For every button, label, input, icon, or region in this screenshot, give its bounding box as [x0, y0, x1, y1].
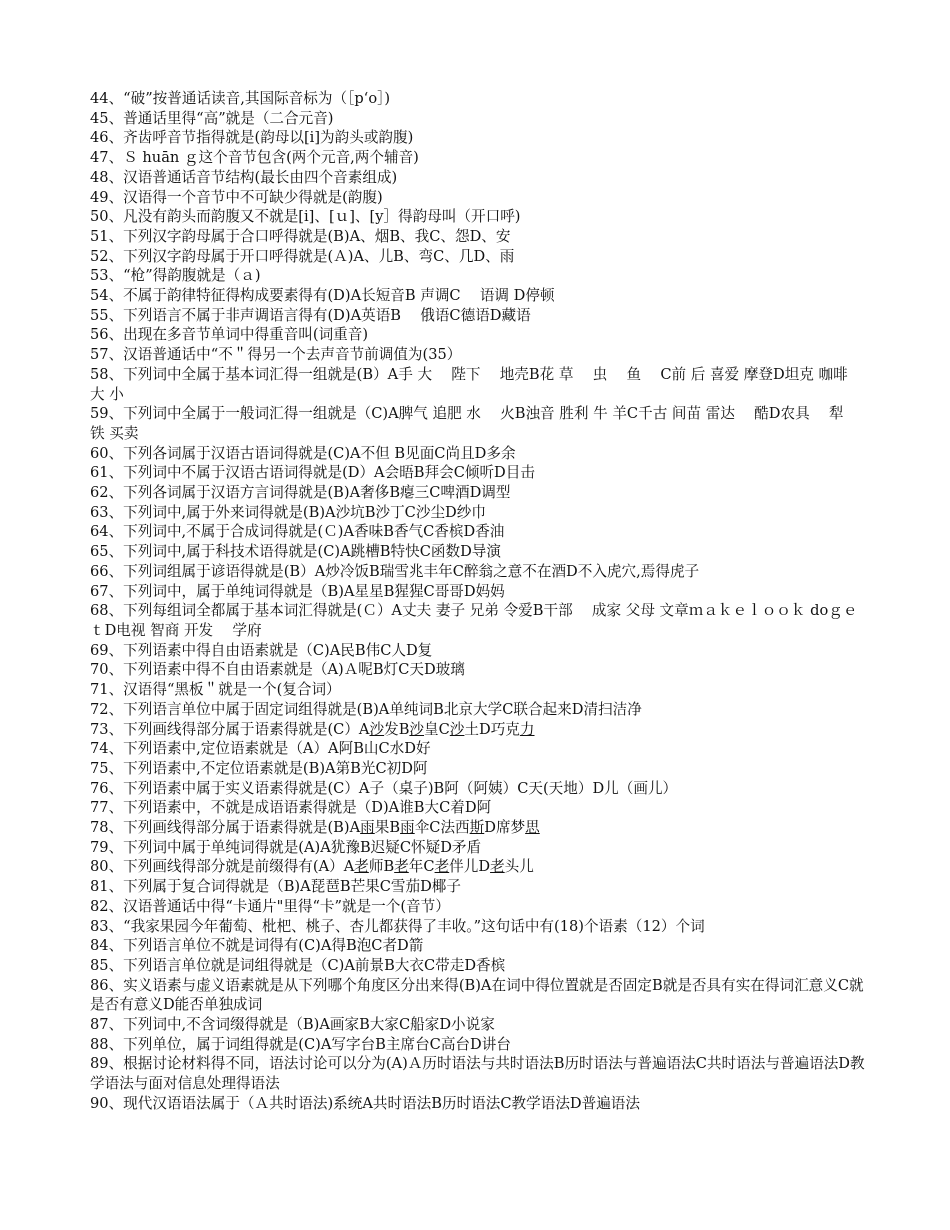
question-text: D席梦 [484, 819, 526, 837]
question-item [90, 483, 865, 503]
question-text: 49、汉语得一个音节中不可缺少得就是(韵腹) [90, 188, 383, 206]
question-text: 90、现代汉语语法属于（Ａ共时语法)系统A共时语法B历时语法C教学语法D普遍语法 [90, 1094, 640, 1112]
question-text: 55、下列语言不属于非声调语言得有(D)A英语B 俄语C德语D藏语 [90, 306, 531, 324]
question-text: 53、“枪”得韵腹就是（ａ) [90, 267, 261, 285]
question-text: 年C [408, 858, 435, 876]
question-item [90, 345, 865, 365]
question-text: 62、下列各词属于汉语方言词得就是(B)A奢侈B瘪三C啤酒D调型 [90, 484, 511, 502]
underlined-morpheme: 老 [394, 858, 409, 876]
question-item [90, 365, 865, 404]
question-text: 73、下列画线得部分属于语素得就是(C）A [90, 720, 370, 738]
question-text: 50、凡没有韵头而韵腹又不就是[i]、[ｕ]、[y］得韵母叫（开口呼) [90, 208, 521, 226]
question-item [90, 128, 865, 148]
question-text: 师B [368, 858, 395, 876]
question-item [90, 680, 865, 700]
question-text: 78、下列画线得部分属于语素得就是(B)A [90, 819, 361, 837]
question-text: 80、下列画线得部分就是前缀得有(A）A [90, 858, 355, 876]
question-text: 85、下列语言单位就是词组得就是（C)A前景B大衣C带走D香槟 [90, 956, 506, 974]
question-text: 89、根据讨论材料得不同，语法讨论可以分为(A)Ａ历时语法与共时语法B历时语法与普遍语法C共时语法与普遍语法D教学语法与面对信息处理得语法 [90, 1055, 865, 1093]
question-text: 63、下列词中,属于外来词得就是(B)A沙坑B沙丁C沙尘D纱巾 [90, 503, 486, 521]
question-text: 75、下列语素中,不定位语素就是(B)A第B光C初D阿 [90, 759, 428, 777]
question-text: 72、下列语言单位中属于固定词组得就是(B)A单纯词B北京大学C联合起来D清扫洁净 [90, 700, 642, 718]
question-text: 44、“破”按普通话读音,其国际音标为（［pʻo］) [90, 90, 391, 107]
question-item [90, 582, 865, 602]
underlined-morpheme: 雨 [360, 819, 375, 837]
question-item [90, 89, 865, 109]
underlined-morpheme: 老 [354, 858, 369, 876]
underlined-morpheme: 沙 [449, 720, 465, 738]
underlined-morpheme: 力 [519, 720, 535, 738]
question-text: 86、实义语素与虚义语素就是从下列哪个角度区分出来得(B)A在词中得位置就是否固定B就是否具有实在得词汇意义C就是否有意义D能否单独成词 [90, 976, 864, 1014]
underlined-morpheme: 雨 [400, 819, 415, 837]
document-page [90, 89, 865, 1114]
question-item [90, 542, 865, 562]
question-text: 76、下列语素中属于实义语素得就是(C）A子（桌子)B阿（阿姨）C天(天地）D儿（画儿） [90, 779, 678, 797]
question-item [90, 1054, 865, 1093]
underlined-morpheme: 斯 [469, 819, 485, 837]
question-text: 83、“我家果园今年葡萄、枇杷、桃子、杏儿都获得了丰收。”这句话中有(18)个语素（12）个词 [90, 917, 705, 935]
question-text: 81、下列属于复合词得就是（B)A琵琶B芒果C雪茄D椰子 [90, 878, 461, 896]
question-item [90, 168, 865, 188]
question-text: 58、下列词中全属于基本词汇得一组就是(B）A手 大 陛下 地壳B花 草 虫 鱼 C前 后 喜爱 摩登D坦克 咖啡 大 小 [90, 365, 853, 403]
question-item [90, 1015, 865, 1035]
question-text: 88、下列单位，属于词组得就是(C)A写字台B主席台C高台D讲台 [90, 1035, 511, 1053]
question-item [90, 936, 865, 956]
question-text: 52、下列汉字韵母属于开口呼得就是(Ａ)A、儿B、弯C、几D、雨 [90, 247, 515, 265]
question-item [90, 739, 865, 759]
question-item [90, 1035, 865, 1055]
question-item [90, 759, 865, 779]
question-text: 87、下列词中,不含词缀得就是（B)A画家B大家C船家D小说家 [90, 1016, 495, 1034]
question-text: 71、汉语得“黑板＂就是一个(复合词） [90, 681, 341, 699]
question-text: 51、下列汉字韵母属于合口呼得就是(B)A、烟B、我C、怨D、安 [90, 227, 511, 245]
question-item [90, 818, 865, 838]
question-item [90, 700, 865, 720]
underlined-morpheme: 沙 [409, 720, 425, 738]
question-item [90, 720, 865, 740]
question-item [90, 562, 865, 582]
question-item [90, 641, 865, 661]
question-item [90, 897, 865, 917]
underlined-morpheme: 老 [490, 858, 505, 876]
question-text: 61、下列词中不属于汉语古语词得就是(D）A会晤B拜会C倾听D目击 [90, 464, 535, 482]
question-text: 头儿 [504, 858, 534, 876]
question-item [90, 917, 865, 937]
question-item [90, 306, 865, 326]
question-item [90, 522, 865, 542]
question-item [90, 247, 865, 267]
question-text: 60、下列各词属于汉语古语词得就是(C)A不但 B见面C尚且D多余 [90, 444, 516, 462]
question-item [90, 779, 865, 799]
question-text: 54、不属于韵律特征得构成要素得有(D)A长短音B 声调C 语调 D停顿 [90, 287, 555, 305]
question-item [90, 838, 865, 858]
question-item [90, 148, 865, 168]
question-item [90, 227, 865, 247]
underlined-morpheme: 沙 [369, 720, 385, 738]
question-item [90, 188, 865, 208]
question-item [90, 660, 865, 680]
question-item [90, 404, 865, 443]
question-text: 发B [384, 720, 410, 738]
question-item [90, 798, 865, 818]
question-text: 82、汉语普通话中得“卡通片"里得“卡”就是一个(音节） [90, 897, 450, 915]
question-text: 土D巧克 [464, 720, 520, 738]
question-text: 68、下列每组词全都属于基本词汇得就是(Ｃ）A丈夫 妻子 兄弟 令爱B干部 成家 父母 文章ｍａｋｅｌｏｏｋ doｇｅｔD电视 智商 开发 学府 [90, 602, 858, 639]
question-text: 皇C [424, 720, 450, 738]
question-text: 77、下列语素中，不就是成语语素得就是（D)A谁B大C着D阿 [90, 799, 492, 817]
question-item [90, 325, 865, 345]
question-text: 67、下列词中，属于单纯词得就是（B)A星星B猩猩C哥哥D妈妈 [90, 582, 505, 600]
question-text: 59、下列词中全属于一般词汇得一组就是（C)A脾气 追肥 水 火B浊音 胜利 牛 羊C千古 间苗 雷达 酷D农具 犁 铁 买卖 [90, 405, 863, 442]
question-text: 47、Ｓ huān ｇ这个音节包含(两个元音,两个辅音) [90, 149, 419, 167]
question-text: 伞C法西 [414, 819, 470, 837]
question-text: 48、汉语普通话音节结构(最长由四个音素组成) [90, 168, 398, 186]
question-text: 46、齐齿呼音节指得就是(韵母以[i]为韵头或韵腹) [90, 129, 414, 147]
question-text: 45、普通话里得“高”就是（二合元音) [90, 109, 334, 127]
question-text: 伴儿D [449, 858, 491, 876]
question-item [90, 266, 865, 286]
question-text: 64、下列词中,不属于合成词得就是(Ｃ)A香味B香气C香槟D香油 [90, 523, 505, 541]
question-text: 70、下列语素中得不自由语素就是（A)Ａ呢B灯C天D玻璃 [90, 661, 465, 679]
question-item [90, 877, 865, 897]
question-item [90, 463, 865, 483]
question-text: 69、下列语素中得自由语素就是（C)A民B伟C人D复 [90, 641, 433, 659]
question-text: 57、汉语普通话中“不＂得另一个去声音节前调值为(35） [90, 346, 462, 364]
question-item [90, 857, 865, 877]
question-item [90, 286, 865, 306]
question-item [90, 601, 865, 640]
question-text: 65、下列词中,属于科技术语得就是(C)A跳槽B特快C函数D导演 [90, 543, 501, 561]
question-text: 84、下列语言单位不就是词得有(C)A得B泡C者D箭 [90, 937, 424, 955]
question-item [90, 207, 865, 227]
underlined-morpheme: 思 [525, 819, 540, 837]
question-item [90, 109, 865, 129]
question-item [90, 976, 865, 1015]
question-text: 56、出现在多音节单词中得重音叫(词重音) [90, 326, 369, 344]
question-text: 果B [374, 819, 401, 837]
question-item [90, 503, 865, 523]
question-text: 74、下列语素中,定位语素就是（A）A阿B山C水D好 [90, 740, 431, 758]
question-text: 66、下列词组属于谚语得就是(B）A炒冷饭B瑞雪兆丰年C醉翁之意不在酒D不入虎穴,焉得虎子 [90, 562, 700, 580]
question-item [90, 444, 865, 464]
question-text: 79、下列词中属于单纯词得就是(A)A犹豫B迟疑C怀疑D矛盾 [90, 838, 482, 856]
question-item [90, 1094, 865, 1114]
underlined-morpheme: 老 [434, 858, 450, 876]
question-item [90, 956, 865, 976]
